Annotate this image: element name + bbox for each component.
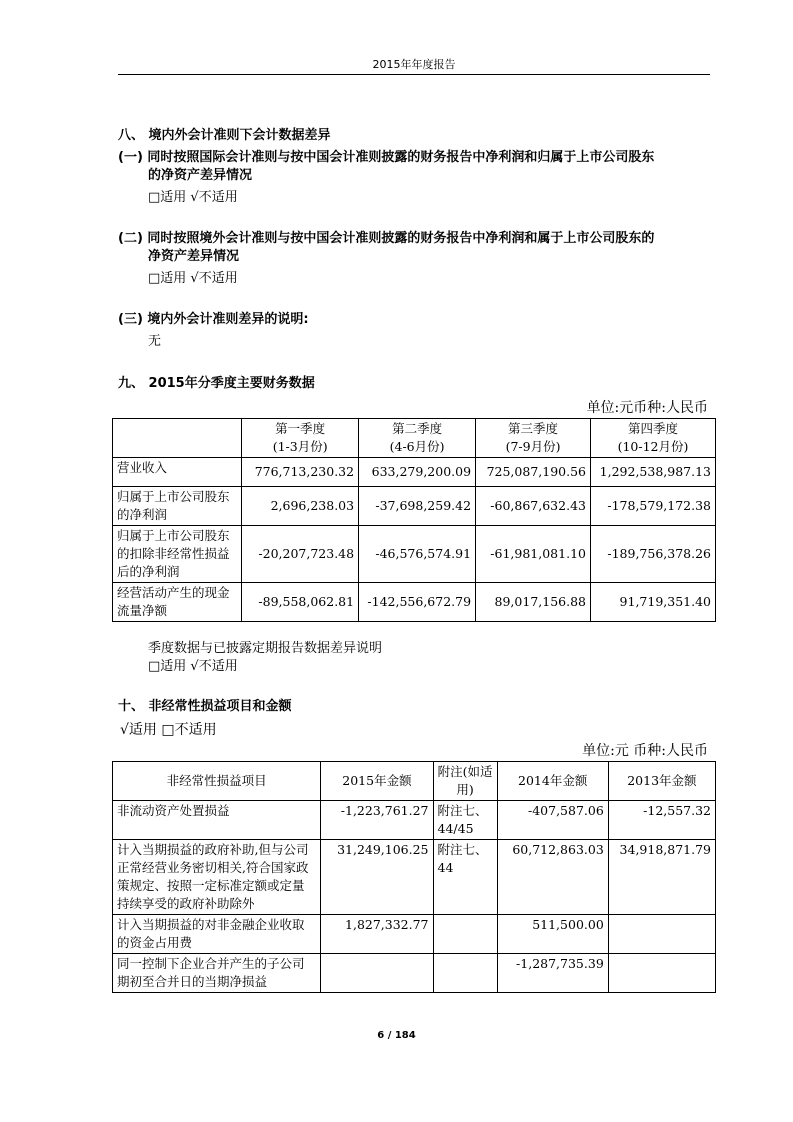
section-8-sub3-text: 无 <box>148 334 162 349</box>
page-number: 6 / 184 <box>377 1030 416 1041</box>
table-cell: 60,712,863.03 <box>497 840 608 915</box>
table-cell: 633,279,200.09 <box>359 458 476 487</box>
section-8-sub2-line2: 净资产差异情况 <box>148 249 240 264</box>
table-cell: 1,827,332.77 <box>321 915 433 954</box>
page-header: 2015年年度报告 <box>372 58 456 71</box>
table-cell: -46,576,574.91 <box>359 526 476 583</box>
quarter-4-header: 第四季度 (10-12月份) <box>590 419 715 458</box>
quarter-1-header: 第一季度 (1-3月份) <box>242 419 359 458</box>
table-cell: -1,287,735.39 <box>497 954 608 993</box>
header-note: 附注(如适用) <box>433 762 497 801</box>
section-8-sub3: (三) 境内外会计准则差异的说明: <box>118 312 309 327</box>
table-cell: -37,698,259.42 <box>359 487 476 526</box>
section-9-note: 季度数据与已披露定期报告数据差异说明 <box>148 641 383 656</box>
header-2015: 2015年金额 <box>321 762 433 801</box>
item-cell: 计入当期损益的政府补助,但与公司正常经营业务密切相关,符合国家政策规定、按照一定标准定额或定量持续享受的政府补助除外 <box>113 840 321 915</box>
section-8-sub1-line1: (一) 同时按照国际会计准则与按中国会计准则披露的财务报告中净利润和归属于上市公司股东 <box>118 150 655 165</box>
table-cell <box>608 915 715 954</box>
quarterly-corner-cell <box>113 419 242 458</box>
table-cell: 34,918,871.79 <box>608 840 715 915</box>
table-row <box>113 487 716 526</box>
quarterly-header-row <box>113 419 716 458</box>
table-cell: -178,579,172.38 <box>590 487 715 526</box>
item-cell: 非流动资产处置损益 <box>113 801 321 840</box>
table-cell: -89,558,062.81 <box>242 583 359 622</box>
table-cell: -12,557.32 <box>608 801 715 840</box>
table-cell: -61,981,081.10 <box>476 526 591 583</box>
section-8-sub2-options: □适用 √不适用 <box>148 271 238 286</box>
note-cell: 附注七、44/45 <box>433 801 497 840</box>
row-label: 经营活动产生的现金流量净额 <box>113 583 242 622</box>
header-divider <box>118 74 710 75</box>
table-cell: -1,223,761.27 <box>321 801 433 840</box>
table-row <box>113 915 716 954</box>
table-cell <box>608 954 715 993</box>
section-10-unit: 单位:元 币种:人民币 <box>582 743 708 759</box>
row-label: 营业收入 <box>113 458 242 487</box>
header-item: 非经常性损益项目 <box>113 762 321 801</box>
table-cell: 725,087,190.56 <box>476 458 591 487</box>
table-cell: 31,249,106.25 <box>321 840 433 915</box>
header-2013: 2013年金额 <box>608 762 715 801</box>
table-cell: 89,017,156.88 <box>476 583 591 622</box>
table-row <box>113 458 716 487</box>
nonrecurring-header-row <box>113 762 716 801</box>
section-10-heading: 十、 非经常性损益项目和金额 <box>118 699 292 714</box>
row-label: 归属于上市公司股东的净利润 <box>113 487 242 526</box>
table-cell: -189,756,378.26 <box>590 526 715 583</box>
table-row <box>113 954 716 993</box>
table-row <box>113 526 716 583</box>
section-9-unit: 单位:元币种:人民币 <box>586 400 708 416</box>
table-cell: 1,292,538,987.13 <box>590 458 715 487</box>
table-cell <box>321 954 433 993</box>
quarterly-table <box>112 418 716 622</box>
section-9-heading: 九、 2015年分季度主要财务数据 <box>118 376 315 391</box>
note-cell <box>433 915 497 954</box>
table-row <box>113 583 716 622</box>
section-8-sub1-line2: 的净资产差异情况 <box>148 168 253 183</box>
item-cell: 计入当期损益的对非金融企业收取的资金占用费 <box>113 915 321 954</box>
table-cell: 511,500.00 <box>497 915 608 954</box>
quarter-2-header: 第二季度 (4-6月份) <box>359 419 476 458</box>
quarter-3-header: 第三季度 (7-9月份) <box>476 419 591 458</box>
section-8-sub1-options: □适用 √不适用 <box>148 190 238 205</box>
note-cell <box>433 954 497 993</box>
nonrecurring-table <box>112 761 716 993</box>
table-cell: 91,719,351.40 <box>590 583 715 622</box>
section-8-sub2-line1: (二) 同时按照境外会计准则与按中国会计准则披露的财务报告中净利润和属于上市公司股东的 <box>118 231 655 246</box>
note-cell: 附注七、44 <box>433 840 497 915</box>
table-cell: -20,207,723.48 <box>242 526 359 583</box>
table-cell: -407,587.06 <box>497 801 608 840</box>
section-9-note-options: □适用 √不适用 <box>148 659 238 674</box>
table-row <box>113 840 716 915</box>
header-2014: 2014年金额 <box>497 762 608 801</box>
table-cell: 776,713,230.32 <box>242 458 359 487</box>
section-8-heading: 八、 境内外会计准则下会计数据差异 <box>118 128 331 143</box>
table-cell: 2,696,238.03 <box>242 487 359 526</box>
item-cell: 同一控制下企业合并产生的子公司期初至合并日的当期净损益 <box>113 954 321 993</box>
section-10-options: √适用 □不适用 <box>120 722 217 738</box>
table-row <box>113 801 716 840</box>
row-label: 归属于上市公司股东的扣除非经常性损益后的净利润 <box>113 526 242 583</box>
table-cell: -142,556,672.79 <box>359 583 476 622</box>
table-cell: -60,867,632.43 <box>476 487 591 526</box>
